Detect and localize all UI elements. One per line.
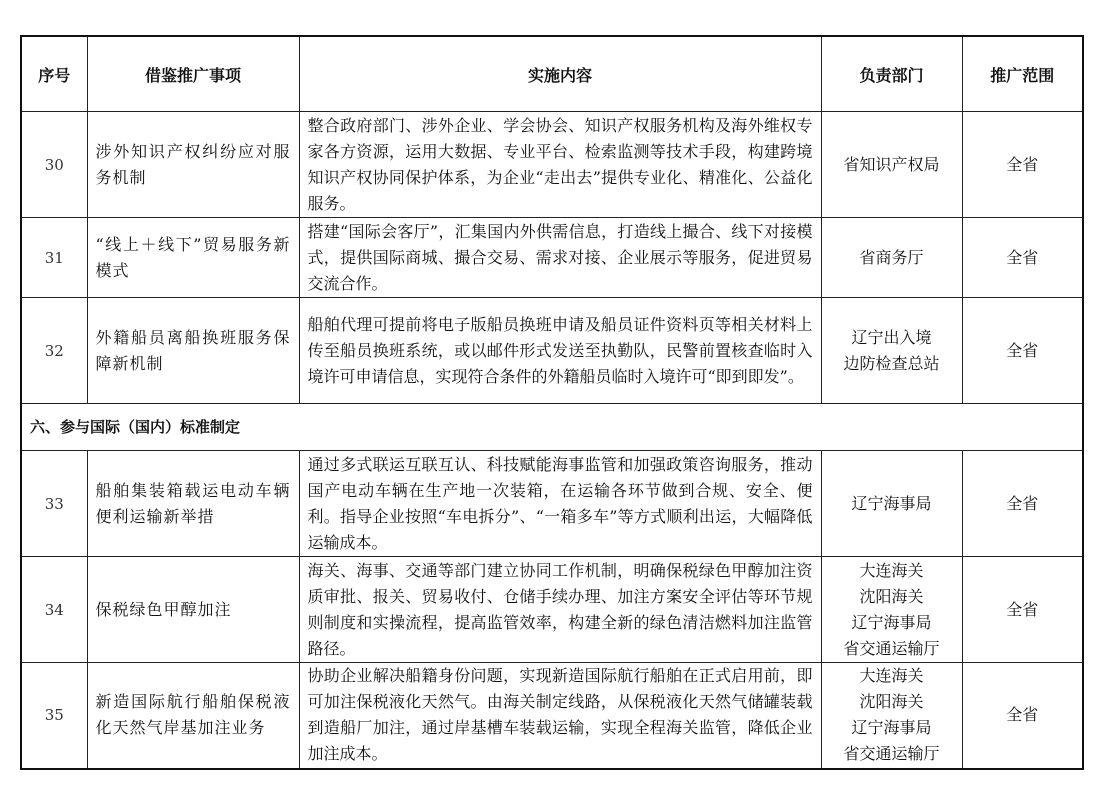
- dept-line: 沈阳海关: [859, 692, 924, 712]
- dept-line: 省交通运输厅: [843, 638, 940, 658]
- row-content: 整合政府部门、涉外企业、学会协会、知识产权服务机构及海外维权专家各方资源，运用大数据、专业平台、检索监测等技术手段，构建跨境知识产权协同保护体系，为企业“走出去”提供专业化、精准化、公益化服务。: [299, 112, 821, 218]
- row-scope: 全省: [962, 663, 1083, 769]
- row-scope: 全省: [962, 298, 1083, 404]
- row-scope: 全省: [962, 451, 1083, 557]
- row-dept: [821, 557, 962, 663]
- dept-line: 辽宁海事局: [851, 718, 932, 738]
- row-dept: [821, 218, 962, 298]
- row-content: 通过多式联运互联互认、科技赋能海事监管和加强政策咨询服务，推动国产电动车辆在生产地一次装箱，在运输各环节做到合规、安全、便利。指导企业按照“车电拆分”、“一箱多车”等方式顺利出运，大幅降低运输成本。: [299, 451, 821, 557]
- row-item: 保税绿色甲醇加注: [87, 557, 299, 663]
- header-dept: 负责部门: [821, 36, 962, 112]
- table-row: [21, 451, 1083, 557]
- header-item: 借鉴推广事项: [87, 36, 299, 112]
- row-content: 海关、海事、交通等部门建立协同工作机制，明确保税绿色甲醇加注资质审批、报关、贸易收付、仓储手续办理、加注方案安全评估等环节规则制度和实操流程，提高监管效率，构建全新的绿色清洁燃料加注监管路径。: [299, 557, 821, 663]
- row-item: 新造国际航行船舶保税液化天然气岸基加注业务: [87, 663, 299, 769]
- row-item: 涉外知识产权纠纷应对服务机制: [87, 112, 299, 218]
- row-dept: [821, 451, 962, 557]
- dept-line: 省知识产权局: [843, 154, 940, 174]
- row-dept: [821, 298, 962, 404]
- dept-line: 辽宁海事局: [851, 612, 932, 632]
- dept-line: 省交通运输厅: [843, 744, 940, 764]
- row-no: 30: [21, 112, 87, 218]
- section-title: 六、参与国际（国内）标准制定: [21, 404, 1083, 451]
- section-row: [21, 404, 1083, 451]
- row-scope: 全省: [962, 218, 1083, 298]
- row-item: 外籍船员离船换班服务保障新机制: [87, 298, 299, 404]
- dept-line: 大连海关: [859, 666, 924, 686]
- row-item: “线上＋线下”贸易服务新模式: [87, 218, 299, 298]
- table-row: [21, 663, 1083, 769]
- row-scope: 全省: [962, 112, 1083, 218]
- dept-line: 沈阳海关: [859, 586, 924, 606]
- header-content: 实施内容: [299, 36, 821, 112]
- table-row: [21, 218, 1083, 298]
- row-item: 船舶集装箱载运电动车辆便利运输新举措: [87, 451, 299, 557]
- header-scope: 推广范围: [962, 36, 1083, 112]
- row-no: 35: [21, 663, 87, 769]
- row-content: 船舶代理可提前将电子版船员换班申请及船员证件资料页等相关材料上传至船员换班系统，或以邮件形式发送至执勤队，民警前置核查临时入境许可申请信息，实现符合条件的外籍船员临时入境许可“即到即发”。: [299, 298, 821, 404]
- row-dept: [821, 112, 962, 218]
- row-content: 协助企业解决船籍身份问题，实现新造国际航行船舶在正式启用前，即可加注保税液化天然气。由海关制定线路，从保税液化天然气储罐装载到造船厂加注，通过岸基槽车装载运输，实现全程海关监管，降低企业加注成本。: [299, 663, 821, 769]
- row-dept: [821, 663, 962, 769]
- table-row: [21, 298, 1083, 404]
- table-row: [21, 557, 1083, 663]
- row-scope: 全省: [962, 557, 1083, 663]
- row-content: 搭建“国际会客厅”，汇集国内外供需信息，打造线上撮合、线下对接模式，提供国际商城、撮合交易、需求对接、企业展示等服务，促进贸易交流合作。: [299, 218, 821, 298]
- dept-line: 边防检查总站: [843, 353, 940, 373]
- dept-line: 辽宁海事局: [851, 493, 932, 513]
- dept-line: 大连海关: [859, 560, 924, 580]
- header-row: [21, 36, 1083, 112]
- row-no: 32: [21, 298, 87, 404]
- row-no: 33: [21, 451, 87, 557]
- dept-line: 辽宁出入境: [851, 327, 932, 347]
- row-no: 34: [21, 557, 87, 663]
- row-no: 31: [21, 218, 87, 298]
- dept-line: 省商务厅: [859, 247, 924, 267]
- table-row: [21, 112, 1083, 218]
- policy-table: [20, 35, 1084, 770]
- header-no: 序号: [21, 36, 87, 112]
